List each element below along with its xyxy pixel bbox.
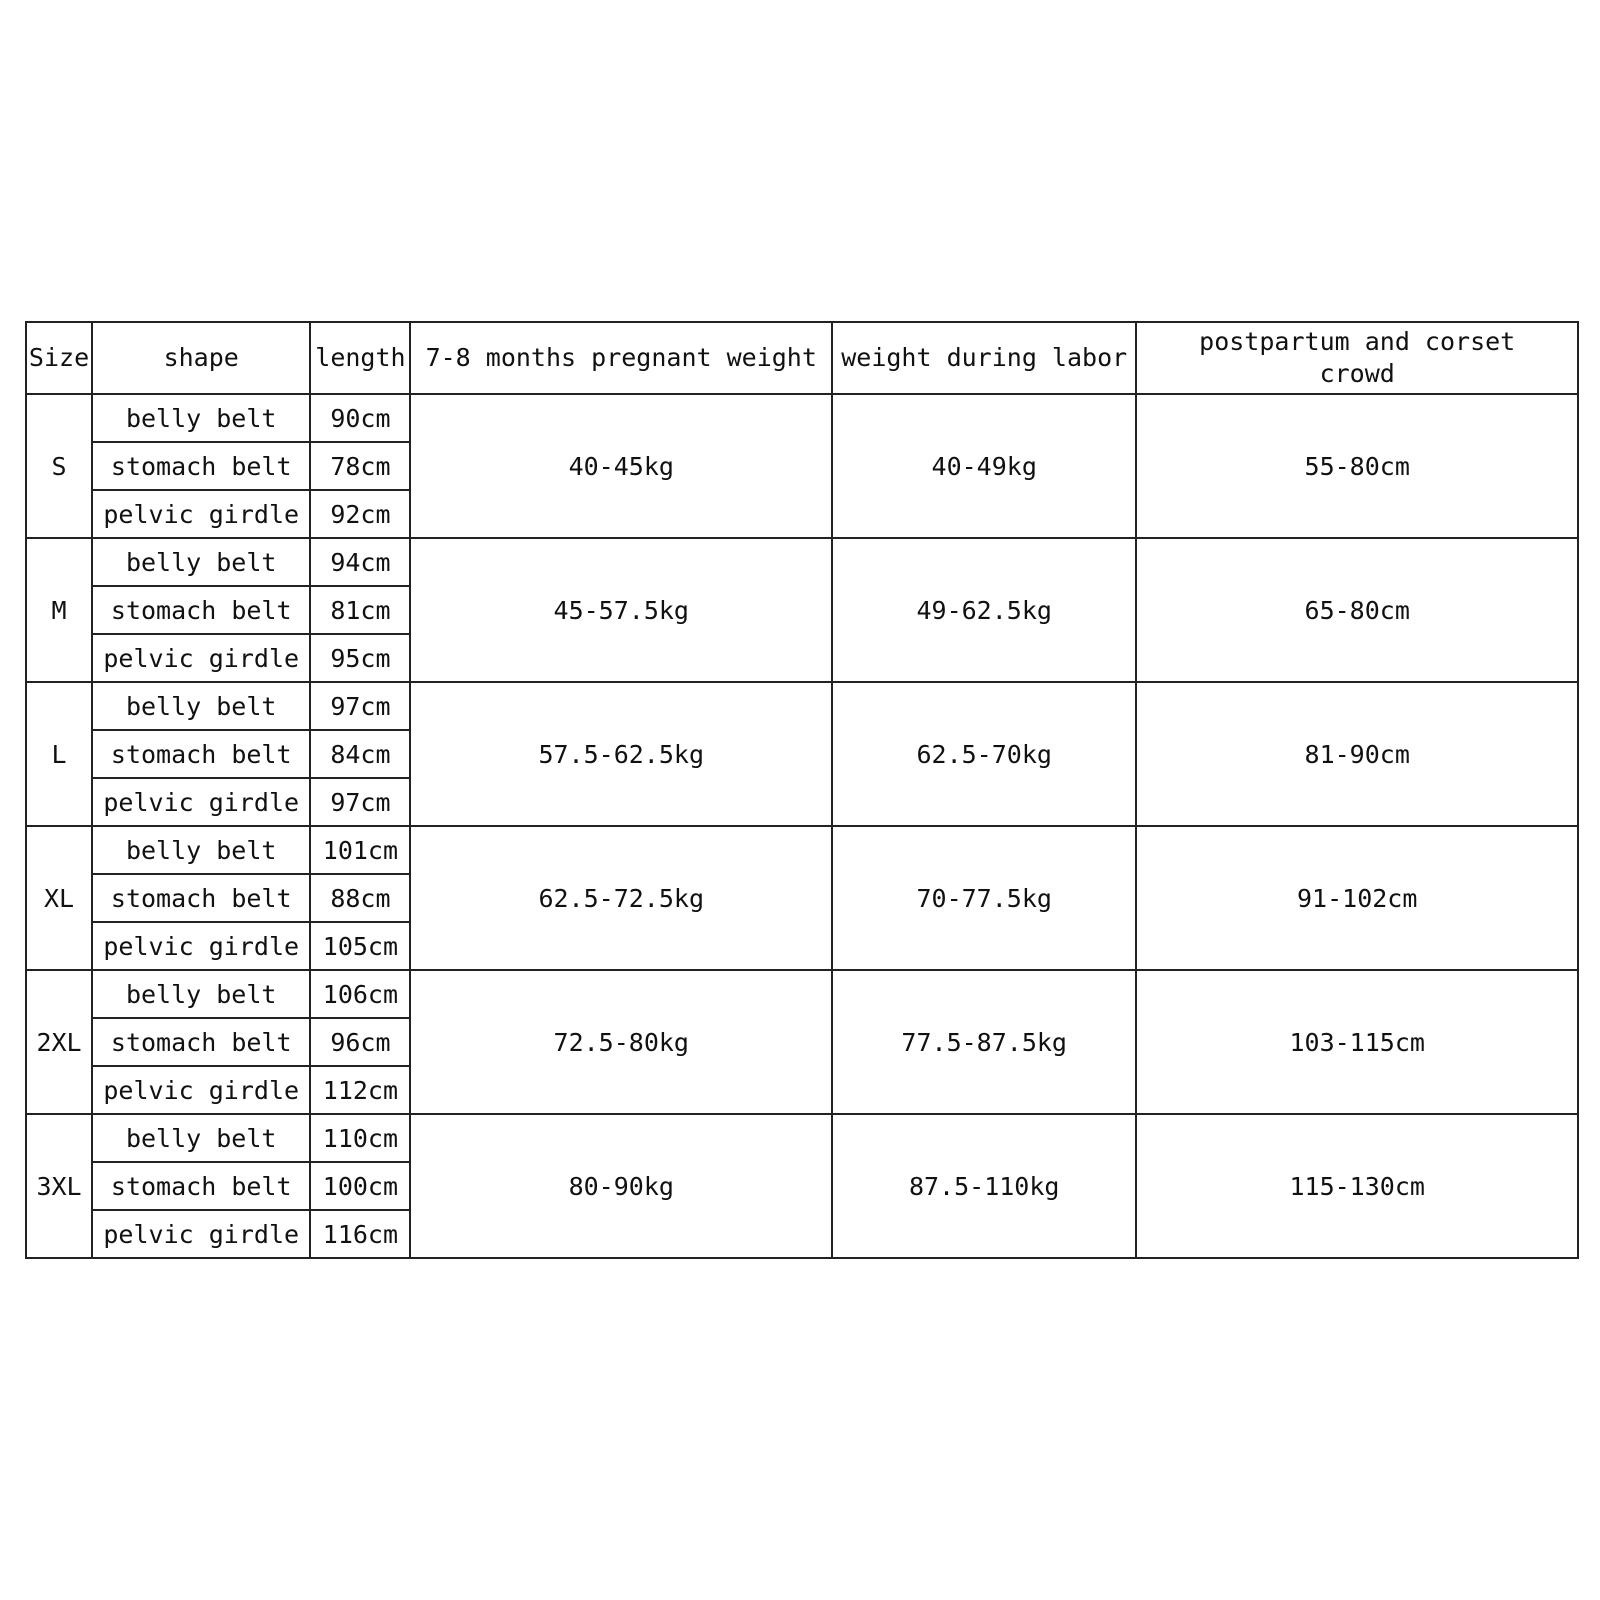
size-cell: XL [26,826,92,970]
shape-cell: stomach belt [92,442,310,490]
pregnant-weight-cell: 80-90kg [410,1114,832,1258]
shape-cell: belly belt [92,826,310,874]
length-cell: 84cm [310,730,410,778]
length-cell: 92cm [310,490,410,538]
pregnant-weight-cell: 72.5-80kg [410,970,832,1114]
postpartum-cell: 81-90cm [1136,682,1578,826]
shape-cell: stomach belt [92,586,310,634]
pregnant-weight-cell: 45-57.5kg [410,538,832,682]
length-cell: 100cm [310,1162,410,1210]
length-cell: 110cm [310,1114,410,1162]
shape-cell: pelvic girdle [92,922,310,970]
labor-weight-cell: 70-77.5kg [832,826,1136,970]
postpartum-cell: 115-130cm [1136,1114,1578,1258]
table-row [26,970,1578,1018]
shape-cell: pelvic girdle [92,490,310,538]
labor-weight-cell: 77.5-87.5kg [832,970,1136,1114]
length-cell: 78cm [310,442,410,490]
table-row [26,394,1578,442]
size-cell: M [26,538,92,682]
size-chart-table [25,321,1579,1259]
shape-cell: stomach belt [92,874,310,922]
header-postpartum: postpartum and corset crowd [1136,322,1578,394]
table-row [26,1114,1578,1162]
length-cell: 81cm [310,586,410,634]
length-cell: 101cm [310,826,410,874]
postpartum-cell: 65-80cm [1136,538,1578,682]
shape-cell: pelvic girdle [92,1210,310,1258]
table-row [26,826,1578,874]
shape-cell: belly belt [92,1114,310,1162]
shape-cell: belly belt [92,538,310,586]
shape-cell: stomach belt [92,1018,310,1066]
shape-cell: stomach belt [92,730,310,778]
length-cell: 95cm [310,634,410,682]
header-pregnant-weight: 7-8 months pregnant weight [410,322,832,394]
length-cell: 112cm [310,1066,410,1114]
postpartum-cell: 91-102cm [1136,826,1578,970]
size-cell: 3XL [26,1114,92,1258]
length-cell: 97cm [310,778,410,826]
header-length: length [310,322,410,394]
header-shape: shape [92,322,310,394]
shape-cell: pelvic girdle [92,634,310,682]
length-cell: 105cm [310,922,410,970]
shape-cell: belly belt [92,682,310,730]
length-cell: 96cm [310,1018,410,1066]
size-cell: L [26,682,92,826]
length-cell: 90cm [310,394,410,442]
shape-cell: belly belt [92,394,310,442]
postpartum-cell: 103-115cm [1136,970,1578,1114]
header-size: Size [26,322,92,394]
length-cell: 106cm [310,970,410,1018]
pregnant-weight-cell: 57.5-62.5kg [410,682,832,826]
pregnant-weight-cell: 62.5-72.5kg [410,826,832,970]
labor-weight-cell: 87.5-110kg [832,1114,1136,1258]
shape-cell: pelvic girdle [92,1066,310,1114]
labor-weight-cell: 62.5-70kg [832,682,1136,826]
table-body [26,394,1578,1258]
size-cell: 2XL [26,970,92,1114]
shape-cell: stomach belt [92,1162,310,1210]
table-row [26,538,1578,586]
length-cell: 97cm [310,682,410,730]
table-row [26,682,1578,730]
labor-weight-cell: 49-62.5kg [832,538,1136,682]
header-labor-weight: weight during labor [832,322,1136,394]
length-cell: 88cm [310,874,410,922]
pregnant-weight-cell: 40-45kg [410,394,832,538]
length-cell: 94cm [310,538,410,586]
postpartum-cell: 55-80cm [1136,394,1578,538]
shape-cell: belly belt [92,970,310,1018]
labor-weight-cell: 40-49kg [832,394,1136,538]
length-cell: 116cm [310,1210,410,1258]
size-cell: S [26,394,92,538]
header-row [26,322,1578,394]
shape-cell: pelvic girdle [92,778,310,826]
